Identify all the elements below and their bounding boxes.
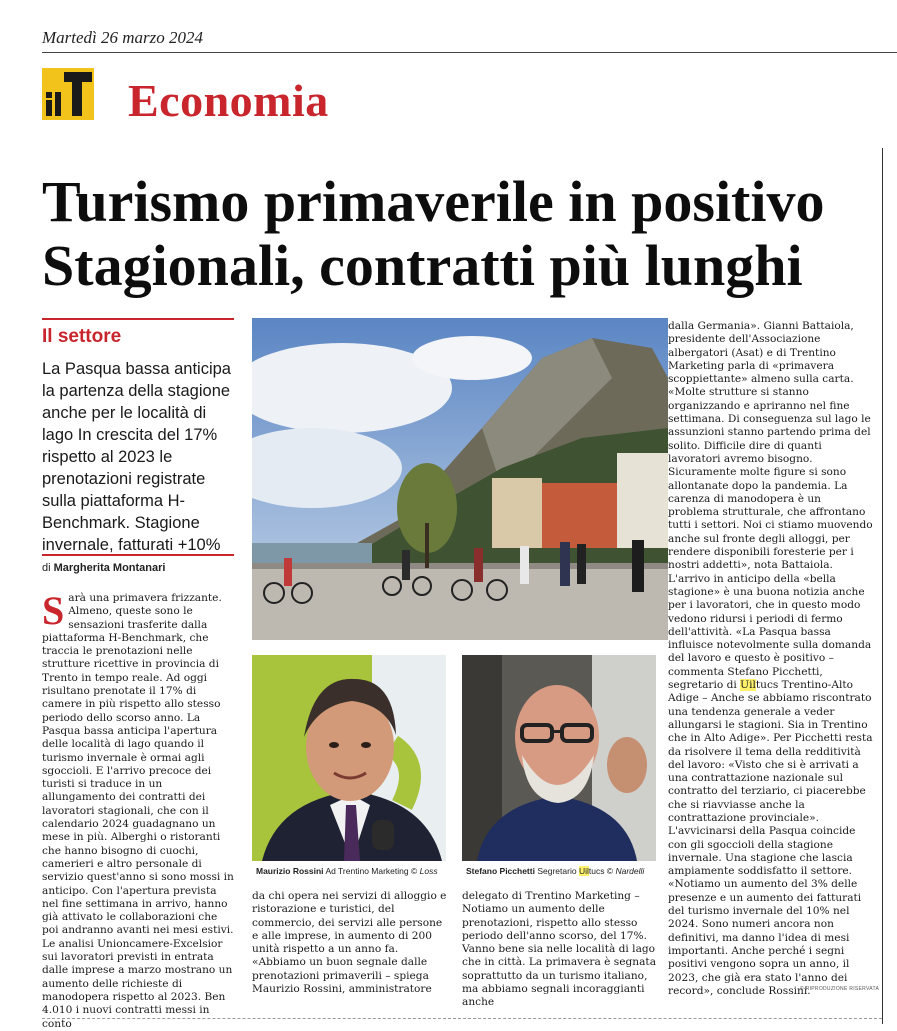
top-rule <box>42 52 897 53</box>
portrait-picchetti <box>462 655 656 861</box>
caption-rossini-credit: Loss <box>419 866 438 876</box>
caption-picchetti-credit: Nardelli <box>615 866 645 876</box>
byline <box>42 562 165 574</box>
newspaper-logo <box>42 68 94 120</box>
caption-rossini <box>256 866 438 876</box>
body-column-2: da chi opera nei servizi di alloggio e ristorazione e turistici, del commercio, dei servizi alle persone e alle imprese, in aumento di 200 unità rispetto a un anno fa. «Abbiamo un buon segnale dalle prenotazioni primaverili – spiega Maurizio Rossini, amministratore <box>252 890 447 996</box>
summary: La Pasqua bassa anticipa la partenza della stagione anche per le località di lago In crescita del 17% rispetto al 2023 le prenotazioni registrate sulla piattaforma H-Benchmark. Stagione invernale, fatturati +10% <box>42 360 231 554</box>
byline-author: Margherita Montanari <box>53 562 166 574</box>
body-column-3: delegato di Trentino Marketing – Notiamo un aumento delle prenotazioni, rispetto allo stesso periodo dell'anno scorso, del 17%. Vanno bene sia nelle località di lago che in città. La primavera è segnata soprattutto da un turismo italiano, ma abbiamo segnali incoraggianti anche <box>462 890 657 1009</box>
body-column-1-text: arà una primavera frizzante. Almeno, queste sono le sensazioni trasferite dalla piattaforma H-Benchmark, che traccia le prenotazioni nelle strutture ricettive in provincia di Trento in tempo reale. Ad oggi risultano prenotate il 17% di camere in più rispetto allo stesso periodo dello scorso anno. La Pasqua bassa anticipa l'apertura delle località di lago quando il turismo invernale è ormai agli sgoccioli. E l'arrivo precoce dei turisti si traduce in un allungamento dei contratti dei lavoratori stagionali, che con il calendario 2024 guadagnano un mese in più. Alberghi o ristoranti che hanno bisogno di cuochi, camerieri e altro personale di servizio quest'anno si sono mossi in anticipo. Con l'apertura prevista nel fine settimana in arrivo, hanno già attivato le collaborazioni che poi andranno avanti nei mesi estivi. Le analisi Unioncamere-Excelsior sui lavoratori previsti in entrata dalle imprese a marzo mostrano un aumento delle richieste di manodopera rispetto al 2023. Ben 4.010 i nuovi contratti messi in conto <box>42 592 234 1030</box>
body-column-4 <box>668 320 874 998</box>
byline-prefix: di <box>42 562 51 574</box>
portrait-rossini <box>252 655 446 861</box>
issue-date: Martedì 26 marzo 2024 <box>42 28 204 47</box>
rossini-image <box>252 655 446 861</box>
section-title: Economia <box>128 75 329 126</box>
headline: Turismo primaverile in positivo Stagionali, contratti più lunghi <box>42 169 825 298</box>
body-column-4-text-a: dalla Germania». Gianni Battaiola, presidente dell'Associazione albergatori (Asat) e di Trentino Marketing parla di «primavera scoppiettante» almeno sulla carta. «Molte strutture si stanno organizzando e apriranno nel fine settimana. Di conseguenza sul lago le assunzioni stanno partendo prima del solito. Difficile dire di quanti lavoratori avremo bisogno. Sicuramente molte figure si sono allontanate dopo la pandemia. La carenza di manodopera è un problema strutturale, che affrontano tutti i settori. Noi ci stiamo muovendo anche sul fronte degli alloggi, per rendere disponibili foresterie per i nostri addetti», nota Battaiola. L'arrivo in anticipo della «bella stagione» è una buona notizia anche per i lavoratori, che in questo modo vedono ridursi i periodi di fermo dell'attività. «La Pasqua bassa influisce notevolmente sulla domanda del lavoro e questo è positivo – commenta Stefano Picchetti, segretario di <box>668 320 873 692</box>
caption-rossini-role: Ad Trentino Marketing © <box>325 866 418 876</box>
caption-rossini-name: Maurizio Rossini <box>256 866 324 876</box>
lakefront-photo <box>252 318 668 640</box>
kicker-rule <box>42 318 234 320</box>
caption-picchetti-role-a: Segretario <box>537 866 579 876</box>
caption-picchetti-role-highlight: Uil <box>578 866 589 876</box>
copyright-notice: © RIPRODUZIONE RISERVATA <box>800 986 880 992</box>
body-column-4-text-b: tucs Trentino-Alto Adige – Anche se abbiamo riscontrato una tendenza generale a veder allungarsi le stagioni. Sia in Trentino che in Alto Adige». Per Picchetti resta da risolvere il tema della redditività del lavoro: «Visto che si è arrivati a una contrattazione nazionale sul contratto del terziario, ci piacerebbe che si riavviasse anche la contrattazione provinciale». L'avvicinarsi della Pasqua coincide con gli sgoccioli della stagione invernale. Una stagione che lascia ampiamente soddisfatto il settore. «Notiamo un aumento del 3% delle presenze e un aumento dei fatturati del turismo invernale del 10% nel 2024. Sono numeri ancora non definitivi, ma danno l'idea di mesi importanti. Anche perché i segni positivi vengono sopra un anno, il 2023, che già era stato l'anno dei record», conclude Rossini. <box>668 679 873 997</box>
summary-rule <box>42 554 234 556</box>
caption-picchetti <box>466 866 644 876</box>
bottom-rule <box>42 1018 882 1019</box>
body-column-1 <box>42 588 234 1031</box>
riva-del-garda-image <box>252 318 668 640</box>
logo-mark-icon <box>42 68 94 120</box>
column-divider <box>882 148 883 1024</box>
kicker: Il settore <box>42 326 122 347</box>
caption-picchetti-role-b: tucs © <box>588 866 614 876</box>
caption-picchetti-name: Stefano Picchetti <box>466 866 535 876</box>
body-column-4-highlight: Uil <box>740 679 756 692</box>
drop-cap: S <box>42 588 65 633</box>
picchetti-image <box>462 655 656 861</box>
